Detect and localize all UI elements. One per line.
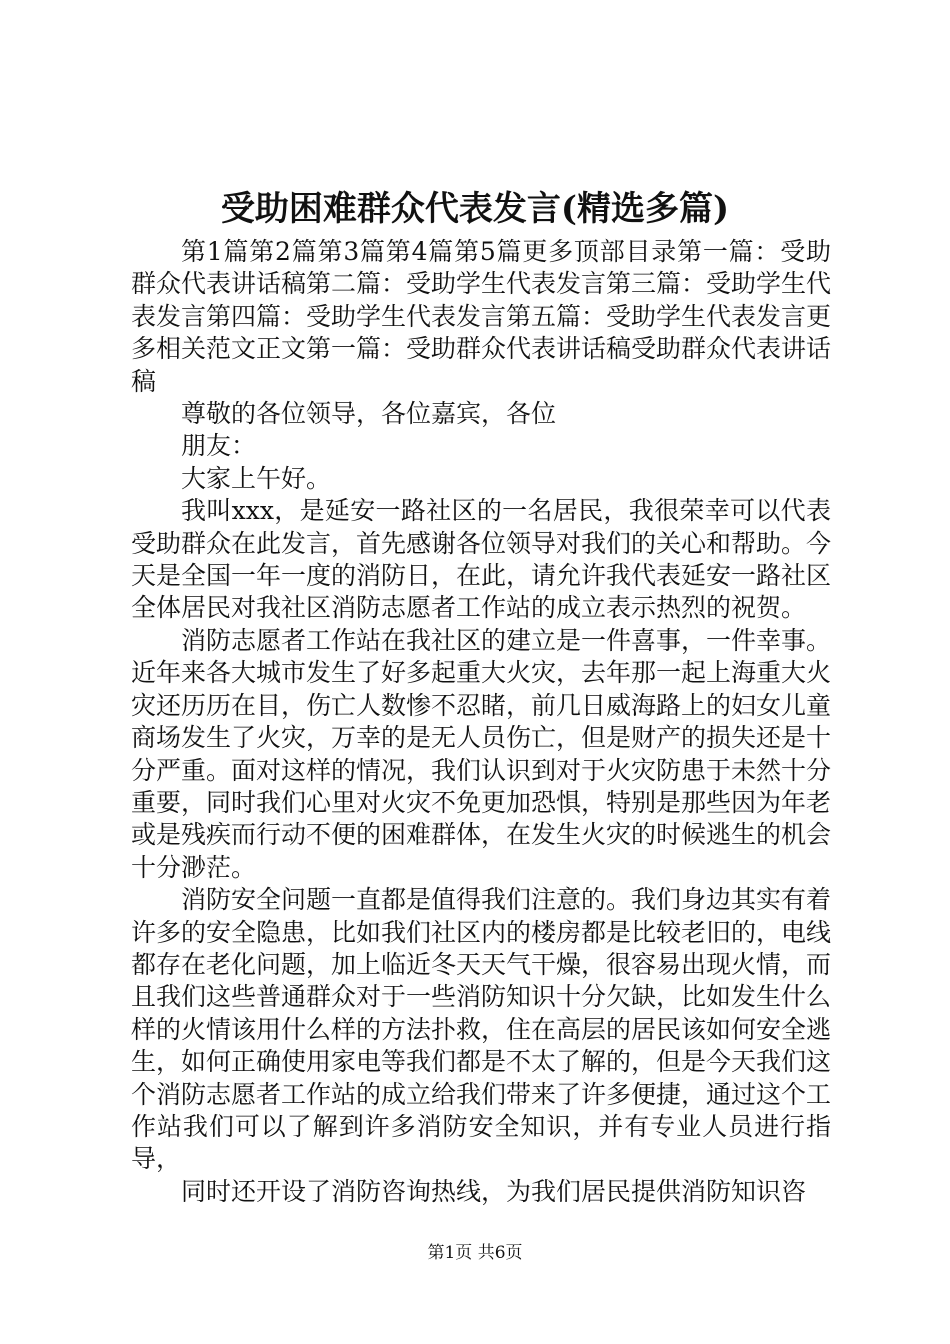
- paragraph-salutation-cont: 朋友：: [181, 431, 257, 461]
- paragraph-body: 消防志愿者工作站在我社区的建立是一件喜事，一件幸事。近年来各大城市发生了好多起重大火灾，去年那一起上海重大火灾还历历在目，伤亡人数惨不忍睹，前几日威海路上的妇女儿童商场发生了火灾，万幸的是无人员伤亡，但是财产的损失还是十分严重。面对这样的情况，我们认识到对于火灾防患于未然十分重要，同时我们心里对火灾不免更加恐惧，特别是那些因为年老或是残疾而行动不便的困难群体，在发生火灾的时候逃生的机会十分渺茫。: [131, 625, 832, 882]
- paragraph-toc: 第1篇第2篇第3篇第4篇第5篇更多顶部目录第一篇：受助群众代表讲话稿第二篇：受助学生代表发言第三篇：受助学生代表发言第四篇：受助学生代表发言第五篇：受助学生代表发言更多相关范文正文第一篇：受助群众代表讲话稿受助群众代表讲话稿: [131, 237, 832, 396]
- paragraph-body: 消防安全问题一直都是值得我们注意的。我们身边其实有着许多的安全隐患，比如我们社区内的楼房都是比较老旧的，电线都存在老化问题，加上临近冬天天气干燥，很容易出现火情，而且我们这些普通群众对于一些消防知识十分欠缺，比如发生什么样的火情该用什么样的方法扑救，住在高层的居民该如何安全逃生，如何正确使用家电等我们都是不太了解的，但是今天我们这个消防志愿者工作站的成立给我们带来了许多便捷，通过这个工作站我们可以了解到许多消防安全知识，并有专业人员进行指导，: [131, 885, 832, 1174]
- paragraph-salutation: 尊敬的各位领导，各位嘉宾，各位: [181, 399, 557, 429]
- page-number-footer: 第1页 共6页: [427, 1243, 523, 1263]
- paragraph-body: 我叫xxx，是延安一路社区的一名居民，我很荣幸可以代表受助群众在此发言，首先感谢各位领导对我们的关心和帮助。今天是全国一年一度的消防日，在此，请允许我代表延安一路社区全体居民对我社区消防志愿者工作站的成立表示热烈的祝贺。: [131, 496, 832, 623]
- document-title: 受助困难群众代表发言(精选多篇): [220, 189, 730, 229]
- document-body: [131, 236, 831, 1208]
- paragraph-greeting: 大家上午好。: [181, 463, 332, 493]
- paragraph-body: 同时还开设了消防咨询热线，为我们居民提供消防知识咨: [181, 1176, 807, 1206]
